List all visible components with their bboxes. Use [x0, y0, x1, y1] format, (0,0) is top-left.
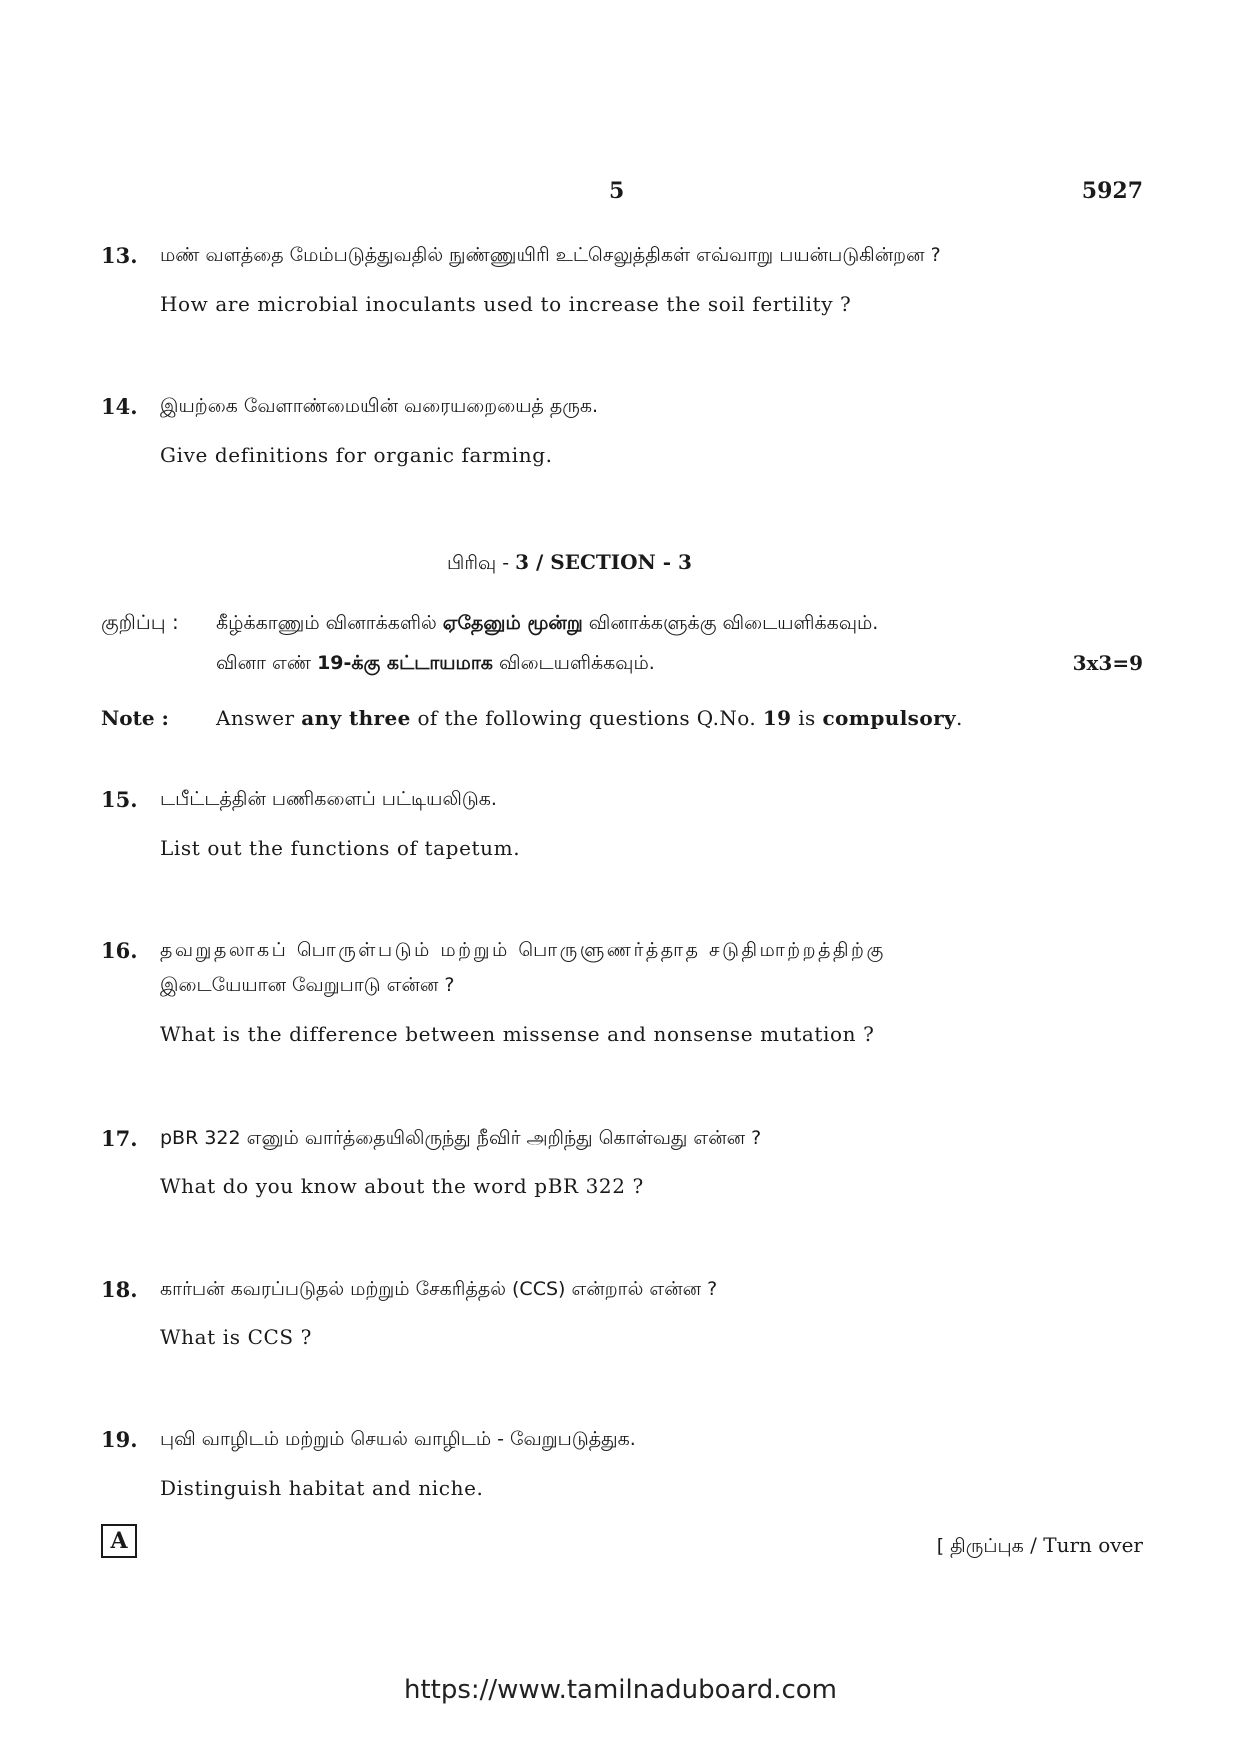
question-text-english: What is CCS ? [160, 1325, 312, 1349]
footer-url: https://www.tamilnaduboard.com [403, 1675, 838, 1705]
note-text-english [216, 706, 963, 730]
question-number: 13. [101, 243, 138, 268]
note-emphasis: 19 [762, 706, 792, 730]
note-text: கீழ்க்காணும் வினாக்களில் [216, 612, 443, 634]
question-number: 14. [101, 394, 138, 419]
marks-allocation: 3x3=9 [1072, 651, 1143, 675]
question-text-tamil: மண் வளத்தை மேம்படுத்துவதில் நுண்ணுயிரி உட்செலுத்திகள் எவ்வாறு பயன்படுகின்றன ? [160, 244, 941, 266]
page-number: 5 [609, 178, 625, 204]
section-heading [447, 550, 692, 577]
version-box: A [101, 1524, 137, 1558]
note-text: வினா எண் [216, 652, 318, 674]
question-text-tamil: தவறுதலாகப் பொருள்படும் மற்றும் பொருளுணர்த்தாத சடுதிமாற்றத்திற்கு [160, 939, 886, 961]
turn-over-tamil: [ திருப்புக [936, 1535, 1024, 1557]
question-text-english: Give definitions for organic farming. [160, 443, 553, 467]
note-text: . [956, 706, 963, 730]
section-heading-tamil: பிரிவு - [447, 552, 516, 574]
question-text-english: What is the difference between missense and nonsense mutation ? [160, 1022, 875, 1046]
question-text-english: How are microbial inoculants used to increase the soil fertility ? [160, 292, 852, 316]
turn-over-note [937, 1533, 1143, 1560]
turn-over-english: / Turn over [1023, 1533, 1143, 1557]
question-text-tamil-line2: இடையேயான வேறுபாடு என்ன ? [160, 974, 455, 996]
note-emphasis: 19-க்கு கட்டாயமாக [317, 652, 493, 674]
paper-code: 5927 [1081, 178, 1143, 204]
question-text-tamil: இயற்கை வேளாண்மையின் வரையறையைத் தருக. [160, 395, 599, 417]
note-emphasis: ஏதேனும் மூன்று [442, 612, 583, 634]
note-emphasis: any three [301, 706, 411, 730]
note-text: of the following questions Q.No. [410, 706, 763, 730]
question-number: 19. [101, 1427, 138, 1452]
note-label-english: Note : [101, 706, 169, 730]
question-number: 17. [101, 1126, 138, 1151]
note-text: is [791, 706, 823, 730]
question-number: 16. [101, 938, 138, 963]
question-text-tamil: pBR 322 எனும் வார்த்தையிலிருந்து நீவிர் அறிந்து கொள்வது என்ன ? [160, 1127, 762, 1149]
note-label-tamil: குறிப்பு : [101, 610, 179, 634]
question-text-english: What do you know about the word pBR 322 ? [160, 1174, 644, 1198]
question-text-english: List out the functions of tapetum. [160, 836, 521, 860]
note-text: Answer [216, 706, 302, 730]
question-number: 18. [101, 1277, 138, 1302]
question-text-tamil: கார்பன் கவரப்படுதல் மற்றும் சேகரித்தல் (CCS) என்றால் என்ன ? [160, 1278, 718, 1300]
question-text-english: Distinguish habitat and niche. [160, 1476, 484, 1500]
question-text-tamil: டபீட்டத்தின் பணிகளைப் பட்டியலிடுக. [160, 788, 497, 810]
note-text-tamil-line1 [216, 612, 878, 637]
note-text-tamil-line2 [216, 652, 655, 677]
section-heading-english: 3 / SECTION - 3 [515, 550, 692, 574]
question-text-tamil: புவி வாழிடம் மற்றும் செயல் வாழிடம் - வேறுபடுத்துக. [160, 1428, 636, 1450]
note-text: வினாக்களுக்கு விடையளிக்கவும். [582, 612, 879, 634]
note-text: விடையளிக்கவும். [492, 652, 655, 674]
question-number: 15. [101, 787, 138, 812]
note-emphasis: compulsory [822, 706, 957, 730]
